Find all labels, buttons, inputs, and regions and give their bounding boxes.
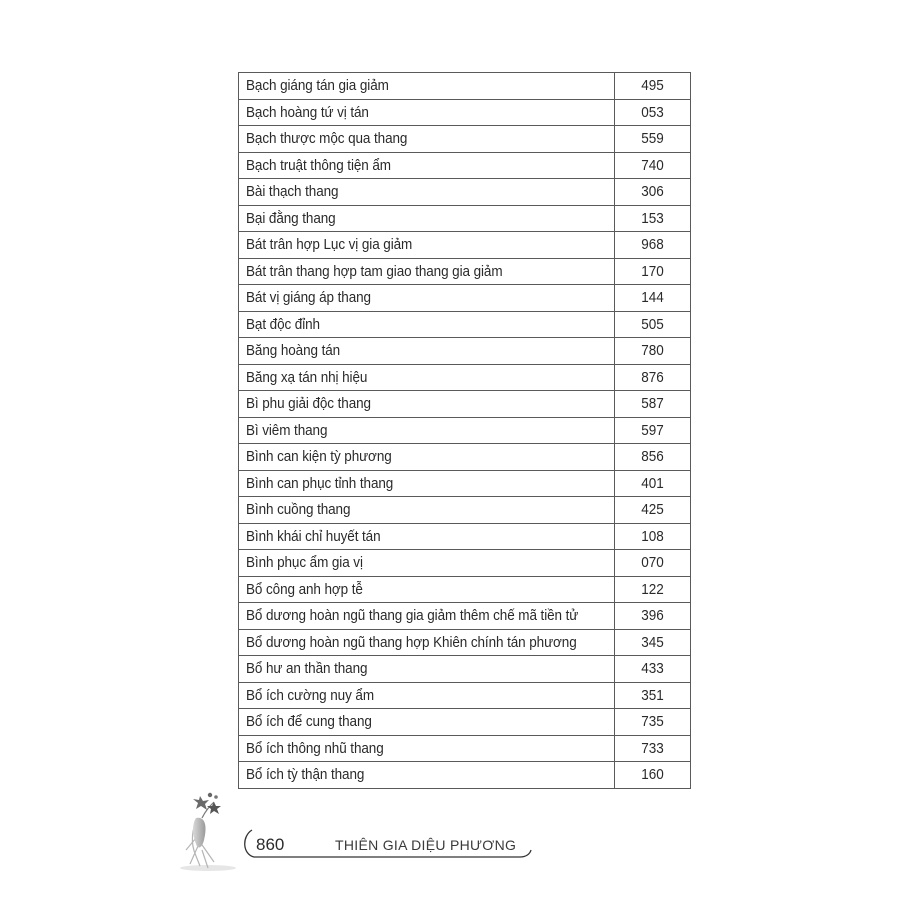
formula-name: Bổ ích thông nhũ thang: [246, 739, 384, 757]
formula-name: Bổ dương hoàn ngũ thang hợp Khiên chính tán phương: [246, 633, 577, 651]
page-ref-cell: [615, 285, 691, 312]
page-ref: 108: [641, 527, 664, 545]
page-ref: 345: [641, 633, 664, 651]
page-ref-cell: [615, 550, 691, 577]
book-title: THIÊN GIA DIỆU PHƯƠNG: [335, 837, 517, 853]
page-ref-cell: [615, 470, 691, 497]
formula-name-cell: [239, 576, 615, 603]
table-row: [239, 205, 691, 232]
table-row: [239, 126, 691, 153]
page-ref-cell: [615, 709, 691, 736]
table-row: [239, 285, 691, 312]
page-ref-cell: [615, 523, 691, 550]
table-row: [239, 258, 691, 285]
page-ref: 433: [641, 660, 664, 677]
page-ref-cell: [615, 99, 691, 126]
page-ref-cell: [615, 497, 691, 524]
formula-name: Bình phục ẩm gia vị: [246, 554, 363, 571]
formula-name-cell: [239, 205, 615, 232]
table-row: [239, 762, 691, 789]
formula-name: Bổ hư an thần thang: [246, 660, 368, 677]
table-row: [239, 99, 691, 126]
formula-name: Bình khái chỉ huyết tán: [246, 527, 381, 545]
formula-name: Băng xạ tán nhị hiệu: [246, 368, 368, 386]
formula-name: Bạch hoàng tứ vị tán: [246, 103, 369, 121]
table-row: [239, 523, 691, 550]
page-ref: 856: [641, 448, 664, 465]
table-row: [239, 73, 691, 100]
page-ref-cell: [615, 603, 691, 630]
table-row: [239, 497, 691, 524]
formula-name-cell: [239, 497, 615, 524]
page-ref: 144: [641, 289, 664, 306]
table-row: [239, 629, 691, 656]
formula-name: Bát trân hợp Lục vị gia giảm: [246, 236, 413, 253]
formula-name-cell: [239, 444, 615, 471]
formula-index-table: [238, 72, 691, 789]
formula-name: Bạch thược mộc qua thang: [246, 130, 408, 147]
page-ref-cell: [615, 735, 691, 762]
table-row: [239, 682, 691, 709]
table-row: [239, 470, 691, 497]
formula-name: Bổ dương hoàn ngũ thang gia giảm thêm chế mã tiền tử: [246, 607, 579, 624]
formula-name: Bạt độc đỉnh: [246, 315, 320, 333]
formula-name-cell: [239, 311, 615, 338]
table-row: [239, 603, 691, 630]
formula-name: Bạch truật thông tiện ẩm: [246, 156, 391, 174]
formula-name-cell: [239, 73, 615, 100]
formula-name: Bổ ích tỳ thận thang: [246, 766, 365, 783]
page-ref-cell: [615, 391, 691, 418]
page-ref: 306: [641, 183, 664, 200]
table-row: [239, 417, 691, 444]
page-ref: 153: [641, 209, 664, 227]
formula-name-cell: [239, 99, 615, 126]
page-ref-cell: [615, 364, 691, 391]
formula-name: Bình can kiện tỳ phương: [246, 448, 392, 465]
page-ref: 425: [641, 501, 664, 518]
table-row: [239, 232, 691, 259]
table-row: [239, 179, 691, 206]
page-ref-cell: [615, 417, 691, 444]
page-ref: 505: [641, 315, 664, 333]
formula-name-cell: [239, 258, 615, 285]
page-ref: 070: [641, 554, 664, 571]
formula-name: Băng hoàng tán: [246, 342, 341, 359]
formula-name-cell: [239, 152, 615, 179]
page-ref: 735: [641, 713, 664, 730]
formula-name-cell: [239, 735, 615, 762]
page-ref: 968: [641, 236, 664, 253]
page-ref: 740: [641, 156, 664, 174]
formula-name-cell: [239, 126, 615, 153]
formula-name-cell: [239, 656, 615, 683]
page-ref: 733: [641, 739, 664, 757]
table-row: [239, 709, 691, 736]
page-ref-cell: [615, 258, 691, 285]
page-ref: 351: [641, 686, 664, 704]
page-ref: 876: [641, 368, 664, 386]
table-row: [239, 391, 691, 418]
formula-name: Bại đằng thang: [246, 209, 336, 227]
formula-name: Bì viêm thang: [246, 421, 328, 439]
page-ref-cell: [615, 152, 691, 179]
page-ref: 122: [641, 580, 664, 598]
page-ref-cell: [615, 338, 691, 365]
page-ref-cell: [615, 444, 691, 471]
page-ref: 401: [641, 474, 664, 492]
index-table-body: [239, 73, 691, 789]
formula-name-cell: [239, 232, 615, 259]
formula-name: Bát trân thang hợp tam giao thang gia giảm: [246, 262, 503, 280]
formula-name-cell: [239, 682, 615, 709]
formula-name: Bì phu giải độc thang: [246, 395, 371, 412]
table-row: [239, 576, 691, 603]
formula-name-cell: [239, 603, 615, 630]
formula-name-cell: [239, 550, 615, 577]
page-ref-cell: [615, 232, 691, 259]
formula-name: Bổ ích cường nuy ẩm: [246, 686, 374, 704]
formula-name: Bạch giáng tán gia giảm: [246, 77, 389, 94]
formula-name-cell: [239, 470, 615, 497]
page-ref: 053: [641, 103, 664, 121]
page-ref: 396: [641, 607, 664, 624]
formula-name: Bổ công anh hợp tễ: [246, 580, 363, 598]
formula-name-cell: [239, 709, 615, 736]
page-ref-cell: [615, 576, 691, 603]
page-ref-cell: [615, 629, 691, 656]
page-ref-cell: [615, 73, 691, 100]
ginseng-root-icon: [178, 788, 248, 873]
page-ref: 780: [641, 342, 664, 359]
formula-name-cell: [239, 762, 615, 789]
page-ref-cell: [615, 762, 691, 789]
formula-name-cell: [239, 364, 615, 391]
formula-name-cell: [239, 285, 615, 312]
formula-name-cell: [239, 338, 615, 365]
formula-name-cell: [239, 523, 615, 550]
page-ref-cell: [615, 656, 691, 683]
page-ref: 495: [641, 77, 664, 94]
table-row: [239, 444, 691, 471]
page-footer: [240, 826, 532, 862]
page-ref: 597: [641, 421, 664, 439]
table-row: [239, 656, 691, 683]
page-ref: 160: [641, 766, 664, 783]
formula-name: Bài thạch thang: [246, 183, 339, 200]
table-row: [239, 364, 691, 391]
table-row: [239, 550, 691, 577]
table-row: [239, 735, 691, 762]
formula-name-cell: [239, 179, 615, 206]
formula-name: Bình can phục tỉnh thang: [246, 474, 394, 492]
page-ref-cell: [615, 205, 691, 232]
formula-name: Bát vị giáng áp thang: [246, 289, 371, 306]
formula-name-cell: [239, 629, 615, 656]
page-ref-cell: [615, 179, 691, 206]
formula-name-cell: [239, 391, 615, 418]
page-ref-cell: [615, 126, 691, 153]
page-ref: 170: [641, 262, 664, 280]
formula-name-cell: [239, 417, 615, 444]
page-ref-cell: [615, 311, 691, 338]
page-number: 860: [256, 835, 285, 854]
page-ref-cell: [615, 682, 691, 709]
page-ref: 559: [641, 130, 664, 147]
formula-name: Bình cuồng thang: [246, 501, 351, 518]
table-row: [239, 311, 691, 338]
formula-name: Bổ ích để cung thang: [246, 713, 372, 730]
page-ref: 587: [641, 395, 664, 412]
table-row: [239, 338, 691, 365]
table-row: [239, 152, 691, 179]
